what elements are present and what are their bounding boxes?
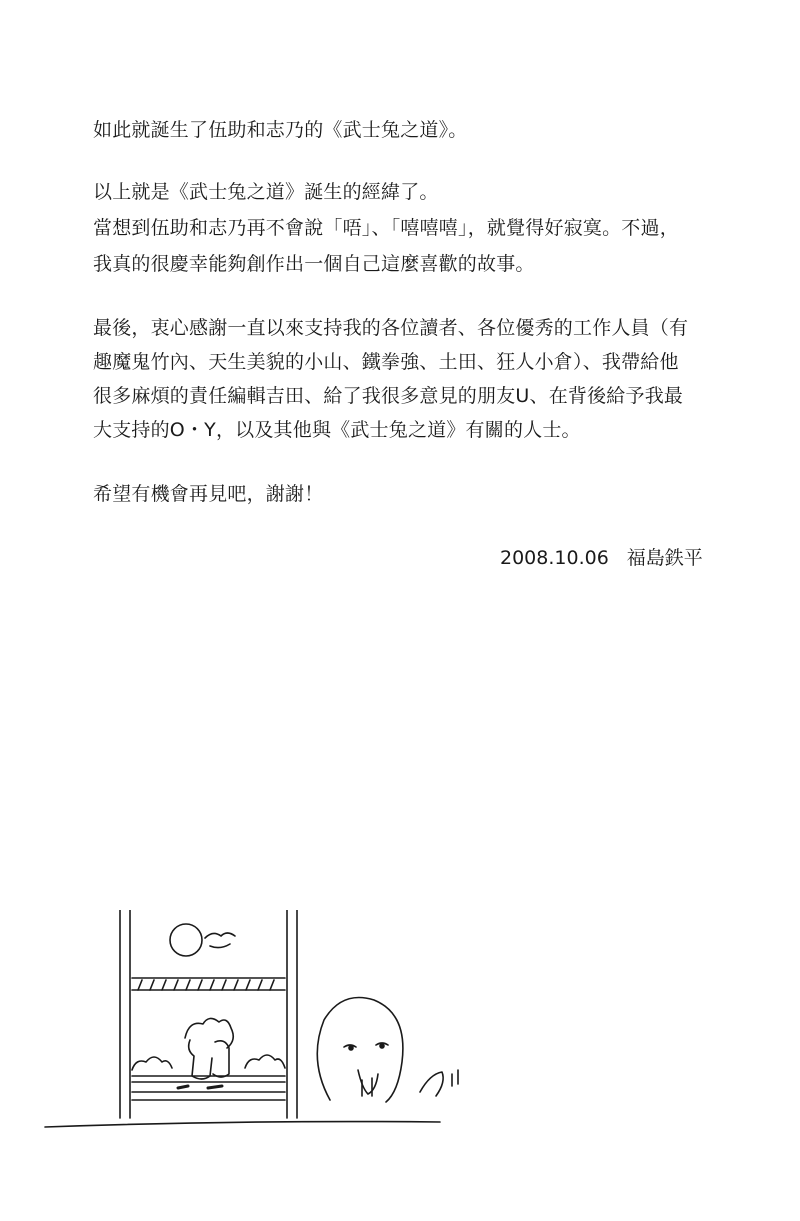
roof-eave <box>132 978 285 990</box>
ending-illustration <box>40 910 480 1140</box>
moon-icon <box>170 924 235 956</box>
bald-character <box>317 998 458 1103</box>
paragraph-2-line-3: 我真的很慶幸能夠創作出一個自己這麼喜歡的故事。 <box>93 253 535 275</box>
signature-date: 2008.10.06 <box>500 547 609 569</box>
paragraph-3-line-2: 趣魔鬼竹內、天生美貌的小山、鐵拳強、土田、狂人小倉）、我帶給他 <box>93 351 679 373</box>
signature <box>500 546 703 570</box>
paragraph-2-line-2: 當想到伍助和志乃再不會說「唔」、「嘻嘻嘻」，就覺得好寂寞。不過， <box>93 217 679 239</box>
paragraph-3-line-3: 很多麻煩的責任編輯吉田、給了我很多意見的朋友U、在背後給予我最 <box>93 385 684 407</box>
signature-author: 福島鉄平 <box>626 547 703 569</box>
ground-line <box>45 1122 440 1127</box>
paragraph-2-line-1: 以上就是《武士兔之道》誕生的經緯了。 <box>93 181 439 203</box>
paragraph-1-line-1: 如此就誕生了伍助和志乃的《武士兔之道》。 <box>93 119 468 141</box>
paragraph-3-line-4: 大支持的O・Y，以及其他與《武士兔之道》有關的人士。 <box>93 419 581 441</box>
paragraph-3-line-1: 最後，衷心感謝一直以來支持我的各位讀者、各位優秀的工作人員（有 <box>93 317 689 339</box>
sitting-couple <box>178 1018 233 1088</box>
paragraph-4-line-1: 希望有機會再見吧，謝謝！ <box>93 483 324 505</box>
